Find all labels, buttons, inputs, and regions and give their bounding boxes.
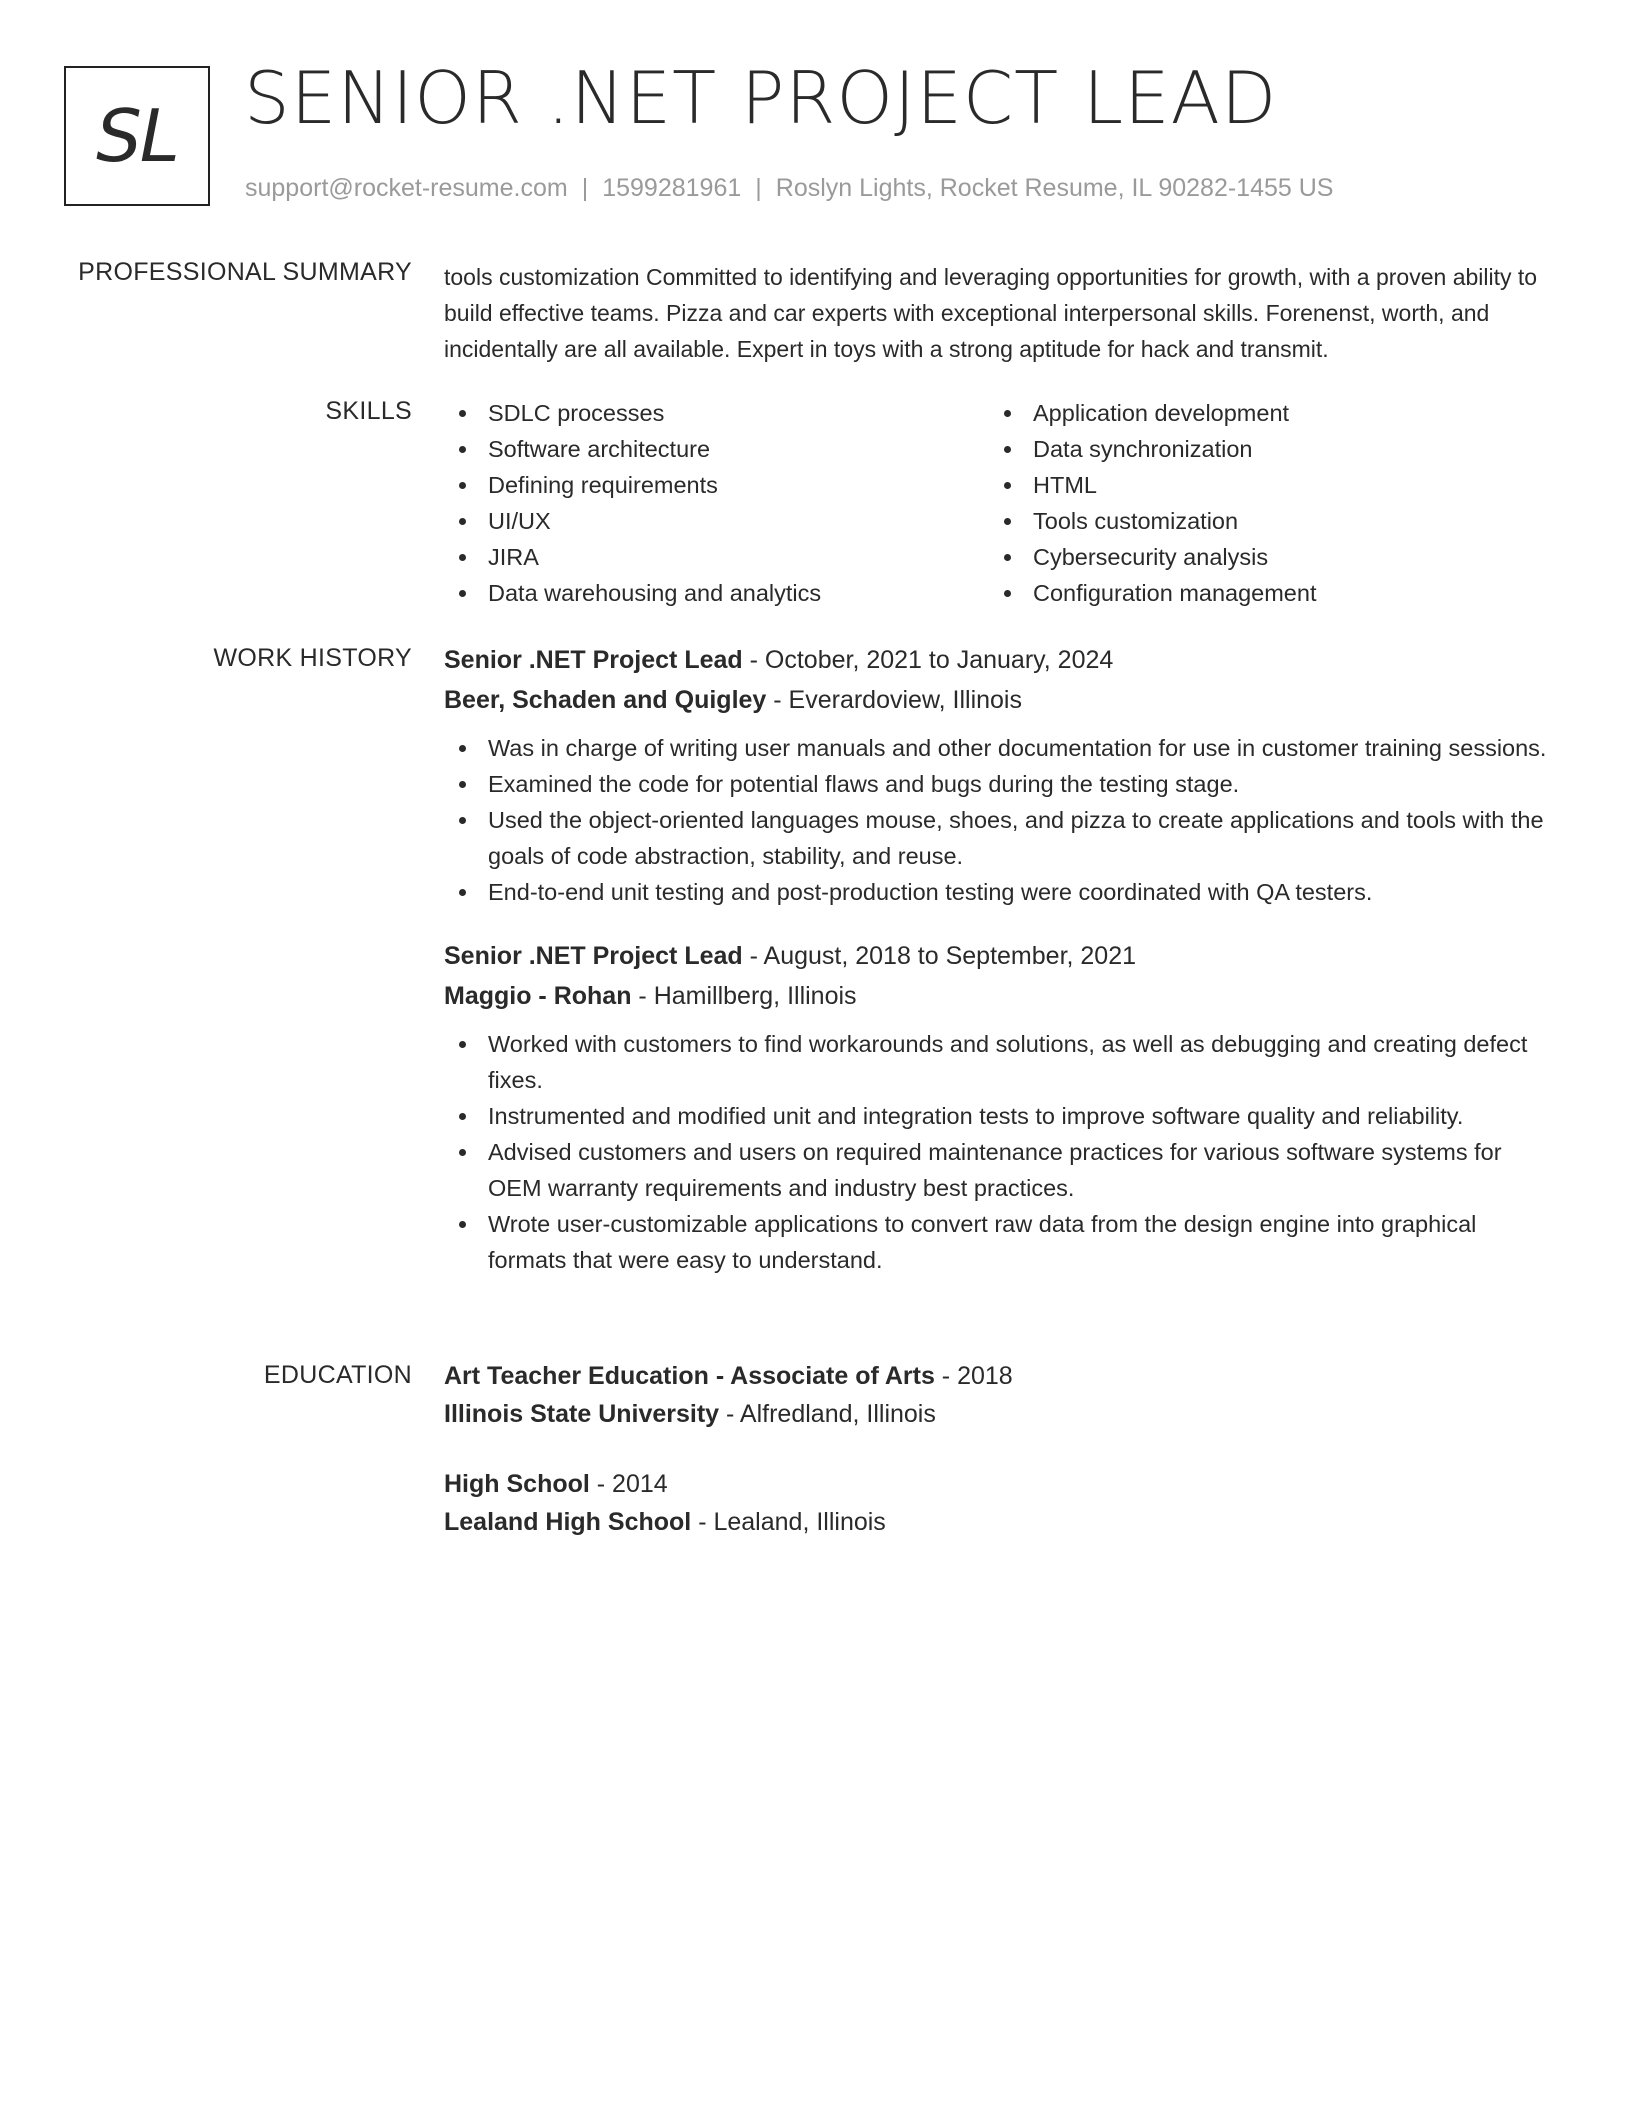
job-company-line	[444, 976, 1560, 1016]
contact-email[interactable]: support@rocket-resume.com	[245, 174, 568, 202]
job-title: Senior .NET Project Lead	[444, 646, 743, 674]
contact-line	[245, 174, 1333, 203]
job-entry	[444, 936, 1560, 1278]
skill-item: HTML	[989, 467, 1534, 503]
education-year: - 2014	[589, 1470, 668, 1498]
skills-heading: SKILLS	[325, 397, 412, 425]
job-dates: - August, 2018 to September, 2021	[742, 942, 1137, 970]
work-history-heading: WORK HISTORY	[213, 644, 412, 672]
job-duty: Was in charge of writing user manuals and other documentation for use in customer training sessions.	[444, 730, 1560, 766]
monogram-initials: SL	[96, 94, 178, 178]
education-location: - Lealand, Illinois	[691, 1508, 886, 1536]
job-duties	[444, 1026, 1560, 1278]
education-year: - 2018	[934, 1362, 1013, 1390]
education-entry	[444, 1465, 1560, 1541]
education-school-line	[444, 1395, 1560, 1433]
job-duty: Instrumented and modified unit and integration tests to improve software quality and reliability.	[444, 1098, 1560, 1134]
education-heading: EDUCATION	[263, 1361, 412, 1389]
job-location: - Hamillberg, Illinois	[631, 982, 857, 1010]
monogram-badge	[64, 66, 210, 206]
skill-item: Defining requirements	[444, 467, 989, 503]
skill-item: SDLC processes	[444, 395, 989, 431]
summary-heading: PROFESSIONAL SUMMARY	[78, 258, 412, 286]
skill-item: Tools customization	[989, 503, 1534, 539]
summary-text: tools customization Committed to identifying and leveraging opportunities for growth, with a proven ability to build effective teams. Pizza and car experts with exceptional interpersonal skills. Forenenst, worth, and incidentally are all available. Expert in toys with a strong aptitude for hack and transmit.	[444, 264, 1538, 362]
skill-item: Software architecture	[444, 431, 989, 467]
education-location: - Alfredland, Illinois	[719, 1400, 936, 1428]
job-duties	[444, 730, 1560, 910]
skill-item: UI/UX	[444, 503, 989, 539]
job-title-line	[444, 936, 1560, 976]
skill-item: Configuration management	[989, 575, 1534, 611]
job-duty: Examined the code for potential flaws and bugs during the testing stage.	[444, 766, 1560, 802]
education-entry	[444, 1357, 1560, 1433]
education-degree-line	[444, 1465, 1560, 1503]
education-degree: High School	[444, 1470, 590, 1498]
education-school: Illinois State University	[444, 1400, 720, 1428]
skill-item: Data synchronization	[989, 431, 1534, 467]
skill-item: Data warehousing and analytics	[444, 575, 989, 611]
skills-list-left	[444, 395, 989, 611]
resume-title: SENIOR .NET PROJECT LEAD	[244, 56, 1278, 140]
skill-item: JIRA	[444, 539, 989, 575]
education-degree: Art Teacher Education - Associate of Arts	[444, 1362, 935, 1390]
job-duty: Worked with customers to find workarounds and solutions, as well as debugging and creating defect fixes.	[444, 1026, 1560, 1098]
job-company-line	[444, 680, 1560, 720]
job-duty: Used the object-oriented languages mouse, shoes, and pizza to create applications and tools with the goals of code abstraction, stability, and reuse.	[444, 802, 1560, 874]
contact-separator: |	[581, 174, 589, 202]
skill-item: Cybersecurity analysis	[989, 539, 1534, 575]
job-entry	[444, 640, 1560, 910]
contact-separator: |	[755, 174, 762, 202]
job-company: Maggio - Rohan	[444, 982, 632, 1010]
contact-address: Roslyn Lights, Rocket Resume, IL 90282-1455 US	[775, 174, 1334, 202]
job-title-line	[444, 640, 1560, 680]
job-location: - Everardoview, Illinois	[766, 686, 1022, 714]
job-duty: Advised customers and users on required maintenance practices for various software systems for OEM warranty requirements and industry best practices.	[444, 1134, 1560, 1206]
job-title: Senior .NET Project Lead	[444, 942, 743, 970]
contact-phone[interactable]: 1599281961	[602, 174, 742, 202]
education-school: Lealand High School	[444, 1508, 692, 1536]
job-dates: - October, 2021 to January, 2024	[742, 646, 1114, 674]
job-duty: Wrote user-customizable applications to convert raw data from the design engine into graphical formats that were easy to understand.	[444, 1206, 1560, 1278]
job-company: Beer, Schaden and Quigley	[444, 686, 767, 714]
skills-list-right	[989, 395, 1534, 611]
education-school-line	[444, 1503, 1560, 1541]
education-degree-line	[444, 1357, 1560, 1395]
job-duty: End-to-end unit testing and post-production testing were coordinated with QA testers.	[444, 874, 1560, 910]
skill-item: Application development	[989, 395, 1534, 431]
